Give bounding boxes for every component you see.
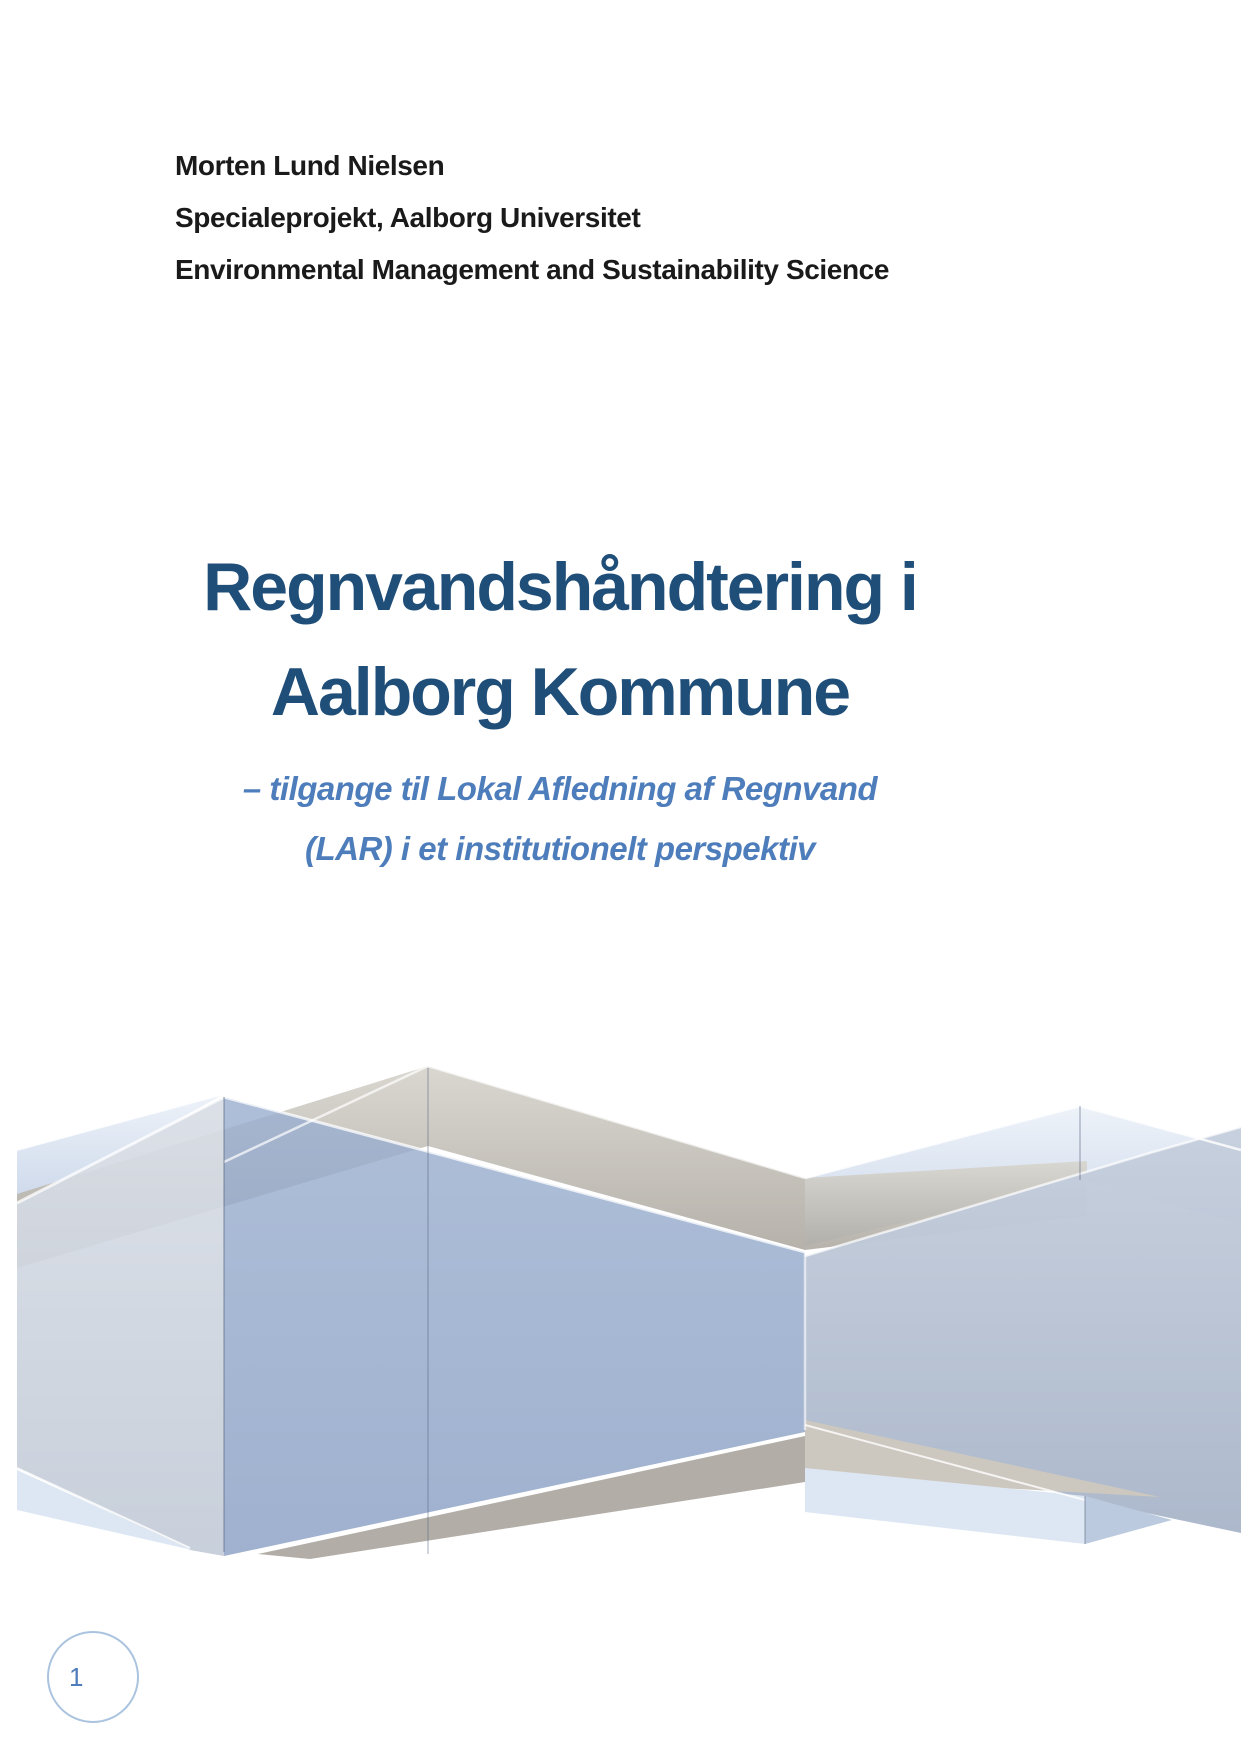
author-programme: Environmental Management and Sustainability Science xyxy=(175,254,890,285)
page-title-line-1: Regnvandshåndtering i xyxy=(203,549,917,625)
ribbon-graphic-svg xyxy=(0,955,1241,1560)
page-title-line-2: Aalborg Kommune xyxy=(270,654,850,730)
subtitle-line-2: (LAR) i et institutionelt perspektiv xyxy=(304,830,816,867)
ribbon-graphic xyxy=(0,955,1241,1560)
subtitle-line-1: – tilgange til Lokal Afledning af Regnvand xyxy=(242,770,878,807)
subtitle-block xyxy=(0,759,1120,879)
title-block xyxy=(0,535,1120,879)
page-number-badge xyxy=(47,1631,139,1723)
author-block xyxy=(175,140,889,296)
author-name: Morten Lund Nielsen xyxy=(175,150,445,181)
author-project: Specialeprojekt, Aalborg Universitet xyxy=(175,202,641,233)
page-number: 1 xyxy=(69,1661,84,1692)
